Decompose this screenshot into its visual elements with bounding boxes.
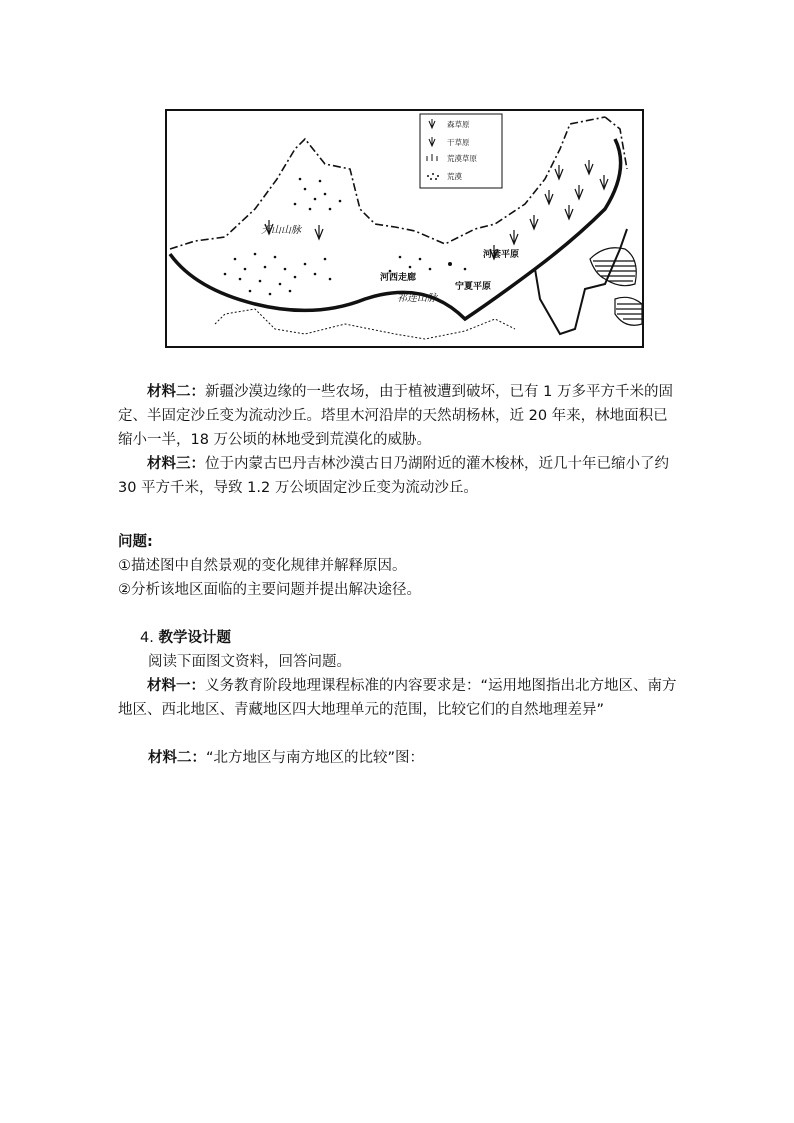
- question-1: ①描述图中自然景观的变化规律并解释原因。: [118, 558, 407, 574]
- hexi-label: 河西走廊: [380, 273, 417, 283]
- hetao-label: 河套平原: [483, 250, 520, 260]
- legend-label-1: 森草原: [447, 120, 470, 129]
- section-4-title: 教学设计题: [158, 630, 231, 646]
- section-4-material-2: [148, 746, 424, 770]
- legend-label-4: 荒漠: [447, 172, 462, 181]
- section-4-m2-label: 材料二：: [148, 750, 206, 766]
- section-4-material-1: [118, 674, 678, 722]
- material-3-label: 材料三：: [147, 456, 205, 472]
- ningxia-label: 宁夏平原: [455, 282, 492, 292]
- legend-label-2: 干草原: [447, 138, 470, 147]
- section-4-m1-label: 材料一：: [147, 678, 205, 694]
- question-2: ②分析该地区面临的主要问题并提出解决途径。: [118, 582, 421, 598]
- section-4-intro: 阅读下面图文资料，回答问题。: [148, 654, 351, 670]
- landscape-map: [165, 109, 644, 348]
- material-3-paragraph: [118, 452, 678, 500]
- questions-title: 问题:: [118, 534, 153, 550]
- legend-label-3: 荒漠草原: [447, 154, 477, 163]
- material-3-text: 位于内蒙古巴丹吉林沙漠古日乃湖附近的灌木梭林，近几十年已缩小了约 30 平方千米，导致 1.2 万公顷固定沙丘变为流动沙丘。: [118, 456, 669, 496]
- qilian-label: 祁连山脉: [397, 293, 437, 304]
- material-2-text: 新疆沙漠边缘的一些农场，由于植被遭到破坏，已有 1 万多平方千米的固定、半固定沙丘变为流动沙丘。塔里木河沿岸的天然胡杨林，近 20 年来，林地面积已缩小一半，18 万公顷的林地受到荒漠化的威胁。: [118, 384, 673, 448]
- section-4-number: 4.: [140, 630, 154, 646]
- tianshan-label: 天山山脉: [261, 225, 301, 236]
- section-4-m2-text: “北方地区与南方地区的比较”图：: [206, 750, 425, 766]
- section-4-m1-text: 义务教育阶段地理课程标准的内容要求是：“运用地图指出北方地区、南方地区、西北地区、青藏地区四大地理单元的范围，比较它们的自然地理差异”: [118, 678, 677, 718]
- material-2-label: 材料二：: [147, 384, 205, 400]
- section-4-heading: [140, 626, 231, 650]
- material-2-paragraph: [118, 380, 678, 452]
